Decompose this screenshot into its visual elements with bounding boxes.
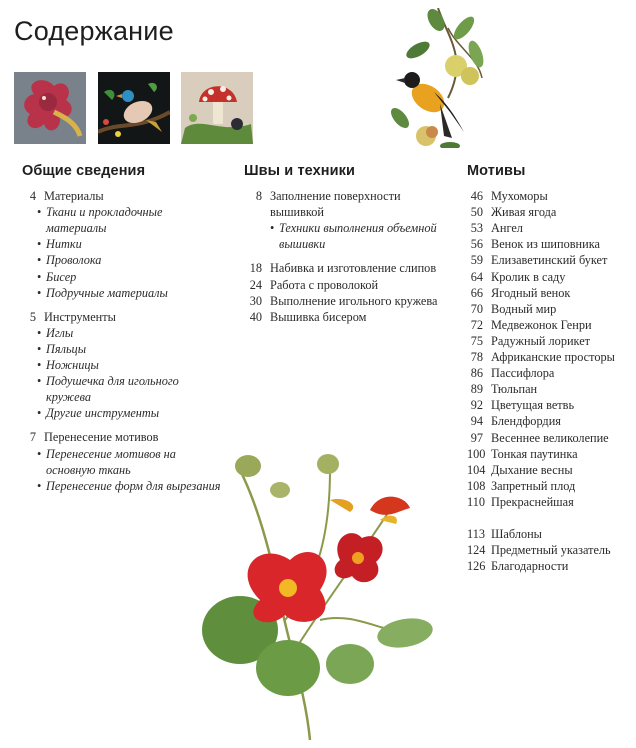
toc-entry[interactable]: [467, 220, 632, 236]
page-number: 64: [470, 269, 483, 284]
toc-subentry[interactable]: • Другие инструменты: [37, 405, 222, 421]
entry-title: Тюльпан: [491, 382, 538, 397]
toc-entry-group: [22, 429, 222, 493]
toc-entry[interactable]: [467, 478, 632, 494]
entry-title: Набивка и изготовление слипов: [270, 261, 437, 276]
toc-entry[interactable]: [244, 277, 444, 293]
toc-entry-group: [22, 309, 222, 422]
entry-title: Материалы: [44, 189, 104, 204]
entry-title: Предметный указатель: [491, 543, 611, 558]
entry-title: Заполнение поверхности вышивкой: [270, 189, 401, 220]
toc-entry[interactable]: [467, 188, 632, 204]
toc-entry[interactable]: [244, 260, 444, 276]
toc-entry[interactable]: [467, 333, 632, 349]
entry-title: Блендфордия: [491, 414, 561, 429]
page-number: 92: [470, 398, 483, 413]
toc-entry[interactable]: [244, 188, 444, 220]
toc-entry[interactable]: [467, 430, 632, 446]
toc-entry[interactable]: [467, 558, 632, 574]
toc-entry[interactable]: [467, 397, 632, 413]
page-number: 89: [470, 382, 483, 397]
nasturtium-illustration: [200, 450, 435, 740]
entry-title: Прекраснейшая: [491, 494, 574, 509]
section-heading: Швы и техники: [244, 163, 356, 179]
entry-title: Шаблоны: [491, 526, 542, 541]
page-title: Содержание: [14, 16, 174, 46]
page-number: 5: [29, 309, 36, 324]
entry-title: Цветущая ветвь: [491, 398, 575, 413]
toc-entry[interactable]: [244, 293, 444, 309]
toc-entry[interactable]: [467, 526, 632, 542]
entry-title: Венок из шиповника: [491, 237, 600, 252]
toc-subentry[interactable]: • Проволока: [37, 252, 222, 268]
section-stitches: [244, 163, 444, 325]
entry-title: Мухоморы: [491, 189, 548, 204]
toc-subentry[interactable]: • Подушечка для игольного кружева: [37, 373, 222, 405]
entry-title: Вышивка бисером: [270, 309, 367, 324]
toc-entry[interactable]: [467, 301, 632, 317]
entry-title: Тонкая паутинка: [491, 446, 578, 461]
page-number: 97: [470, 430, 483, 445]
page-number: 30: [249, 293, 262, 308]
toc-subentry[interactable]: • Иглы: [37, 325, 222, 341]
page-number: 40: [249, 309, 262, 324]
toc-entry[interactable]: [467, 204, 632, 220]
toc-subentry[interactable]: • Ткани и прокладочные материалы: [37, 204, 222, 236]
toc-entry[interactable]: [467, 252, 632, 268]
entry-title: Пассифлора: [491, 366, 555, 381]
page-number: 78: [470, 350, 483, 365]
entry-title: Работа с проволокой: [270, 277, 379, 292]
page-number: 94: [470, 414, 483, 429]
toc-subentry[interactable]: • Перенесение мотивов на основную ткань: [37, 446, 222, 478]
page-number: 110: [467, 494, 485, 509]
entry-title: Выполнение игольного кружева: [270, 293, 438, 308]
toc-entry[interactable]: [467, 462, 632, 478]
page-number: 24: [249, 277, 262, 292]
toc-entry[interactable]: [467, 236, 632, 252]
entry-title: Благодарности: [491, 559, 569, 574]
page-number: 7: [29, 430, 36, 445]
page-number: 124: [467, 543, 486, 558]
toc-subentry[interactable]: • Перенесение форм для вырезания: [37, 478, 222, 494]
entry-title: Инструменты: [44, 309, 116, 324]
section-heading: Мотивы: [467, 163, 526, 179]
page-number: 126: [467, 559, 486, 574]
page-number: 75: [470, 333, 483, 348]
toc-entry[interactable]: [467, 446, 632, 462]
page-number: 113: [467, 526, 485, 541]
toc-entry[interactable]: [467, 365, 632, 381]
entry-title: Живая ягода: [491, 205, 557, 220]
entry-title: Елизаветинский букет: [491, 253, 608, 268]
entry-title: Медвежонок Генри: [491, 317, 592, 332]
toc-entry[interactable]: [467, 269, 632, 285]
page-number: 108: [467, 478, 486, 493]
page-number: 53: [470, 221, 483, 236]
section-heading: Общие сведения: [22, 163, 146, 179]
thumbnail-mushrooms: [181, 72, 253, 144]
toc-entry[interactable]: [22, 429, 222, 445]
thumbnail-octopus: [14, 72, 86, 144]
toc-subentry[interactable]: • Подручные материалы: [37, 285, 222, 301]
page-number: 4: [29, 189, 36, 204]
bird-illustration: [378, 8, 496, 148]
page-number: 104: [467, 462, 486, 477]
page-number: 86: [470, 366, 483, 381]
entry-title: Ягодный венок: [491, 285, 571, 300]
entry-title: Радужный лорикет: [491, 333, 591, 348]
toc-subentry[interactable]: • Пяльцы: [37, 341, 222, 357]
toc-entry[interactable]: [244, 309, 444, 325]
section-general: [22, 163, 222, 502]
page-number: 18: [249, 261, 262, 276]
toc-entry[interactable]: [467, 317, 632, 333]
page-number: 50: [470, 205, 483, 220]
toc-entry[interactable]: [467, 413, 632, 429]
toc-entry[interactable]: [467, 349, 632, 365]
entry-title: Дыхание весны: [491, 462, 573, 477]
entry-title: Водный мир: [491, 301, 557, 316]
toc-subentry[interactable]: • Ножницы: [37, 357, 222, 373]
toc-entry[interactable]: [22, 309, 222, 325]
entry-title: Африканские просторы: [491, 350, 615, 365]
entry-title: Ангел: [491, 221, 523, 236]
entry-title: Кролик в саду: [491, 269, 566, 284]
toc-entry[interactable]: [467, 381, 632, 397]
toc-entry[interactable]: [22, 188, 222, 204]
page-number: 72: [470, 317, 483, 332]
toc-entry[interactable]: [467, 285, 632, 301]
toc-entry[interactable]: [467, 542, 632, 558]
page-number: 70: [470, 301, 483, 316]
page-number: 46: [470, 189, 483, 204]
section-motifs: [467, 163, 632, 574]
toc-subentry[interactable]: • Бисер: [37, 269, 222, 285]
entry-title: Весеннее великолепие: [491, 430, 609, 445]
toc-entry[interactable]: [467, 494, 632, 510]
page-number: 56: [470, 237, 483, 252]
entry-title: Запретный плод: [491, 478, 576, 493]
thumbnail-bird: [98, 72, 170, 144]
page-number: 100: [467, 446, 486, 461]
toc-subentry[interactable]: • Техники выполнения объемной вышивки: [270, 220, 444, 252]
toc-entry-group: [22, 188, 222, 301]
page-number: 59: [470, 253, 483, 268]
entry-title: Перенесение мотивов: [44, 430, 159, 445]
page-number: 8: [255, 189, 262, 204]
toc-subentry[interactable]: • Нитки: [37, 236, 222, 252]
page-number: 66: [470, 285, 483, 300]
